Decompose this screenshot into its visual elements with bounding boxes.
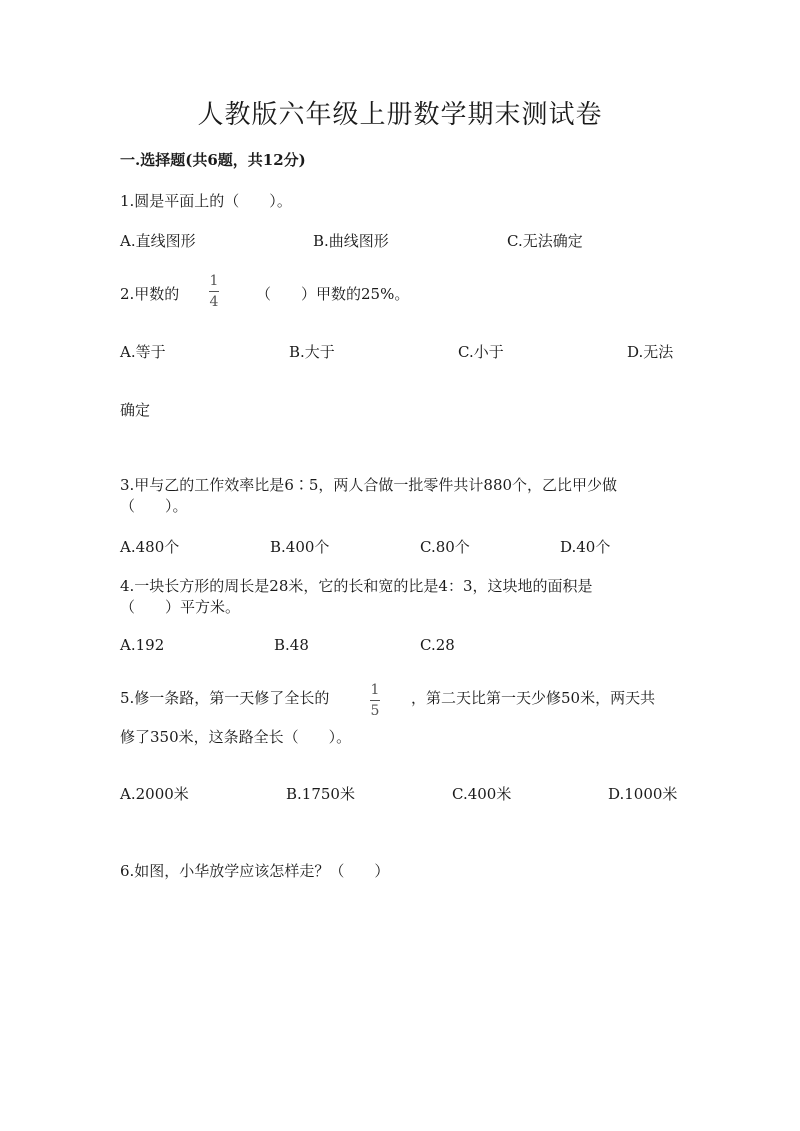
question-4-text-line2: （ ）平方米。 bbox=[120, 598, 241, 616]
question-2-option-d-wrap: 确定 bbox=[120, 401, 151, 419]
question-4-option-b: B.48 bbox=[274, 636, 309, 654]
question-5-suffix: ，第二天比第一天少修50米，两天共 bbox=[411, 689, 656, 707]
question-4-text: 4.一块长方形的周长是28米，它的长和宽的比是4：3，这块地的面积是 bbox=[120, 577, 593, 595]
fraction-bar bbox=[370, 700, 380, 701]
question-5-text-line2: 修了350米，这条路全长（ ）。 bbox=[120, 728, 352, 746]
question-4-option-c: C.28 bbox=[420, 636, 455, 654]
fraction-bar bbox=[209, 291, 219, 292]
question-2-option-c: C.小于 bbox=[458, 343, 504, 361]
question-3-option-a: A.480个 bbox=[120, 538, 180, 556]
section-heading: 一.选择题(共6题，共12分) bbox=[120, 151, 306, 169]
question-2-fraction bbox=[209, 274, 219, 309]
question-1-text: 1.圆是平面上的（ ）。 bbox=[120, 192, 292, 210]
page-title: 人教版六年级上册数学期末测试卷 bbox=[197, 100, 603, 130]
question-3-option-b: B.400个 bbox=[270, 538, 330, 556]
question-1-option-c: C.无法确定 bbox=[507, 232, 583, 250]
question-5-fraction bbox=[370, 683, 380, 718]
question-5-prefix: 5.修一条路，第一天修了全长的 bbox=[120, 689, 330, 707]
fraction-denominator: 5 bbox=[370, 703, 380, 719]
question-5-option-b: B.1750米 bbox=[286, 785, 355, 803]
fraction-denominator: 4 bbox=[209, 294, 219, 310]
question-5-option-a: A.2000米 bbox=[120, 785, 189, 803]
fraction-numerator: 1 bbox=[370, 682, 380, 698]
question-3-text-line2: （ ）。 bbox=[120, 497, 188, 515]
question-3-text: 3.甲与乙的工作效率比是6∶5，两人合做一批零件共计880个，乙比甲少做 bbox=[120, 476, 618, 494]
question-2-option-a: A.等于 bbox=[120, 343, 166, 361]
question-6-text: 6.如图，小华放学应该怎样走？（ ） bbox=[120, 862, 390, 880]
question-1-option-b: B.曲线图形 bbox=[313, 232, 389, 250]
question-2-option-d: D.无法 bbox=[627, 343, 674, 361]
question-4-option-a: A.192 bbox=[120, 636, 165, 654]
question-3-option-c: C.80个 bbox=[420, 538, 470, 556]
question-1-option-a: A.直线图形 bbox=[120, 232, 196, 250]
question-3-option-d: D.40个 bbox=[560, 538, 611, 556]
question-2-option-b: B.大于 bbox=[289, 343, 335, 361]
question-5-option-c: C.400米 bbox=[452, 785, 512, 803]
question-2-suffix: （ ）甲数的25%。 bbox=[256, 285, 410, 303]
question-5-option-d: D.1000米 bbox=[608, 785, 678, 803]
fraction-numerator: 1 bbox=[209, 273, 219, 289]
question-2-prefix: 2.甲数的 bbox=[120, 285, 180, 303]
